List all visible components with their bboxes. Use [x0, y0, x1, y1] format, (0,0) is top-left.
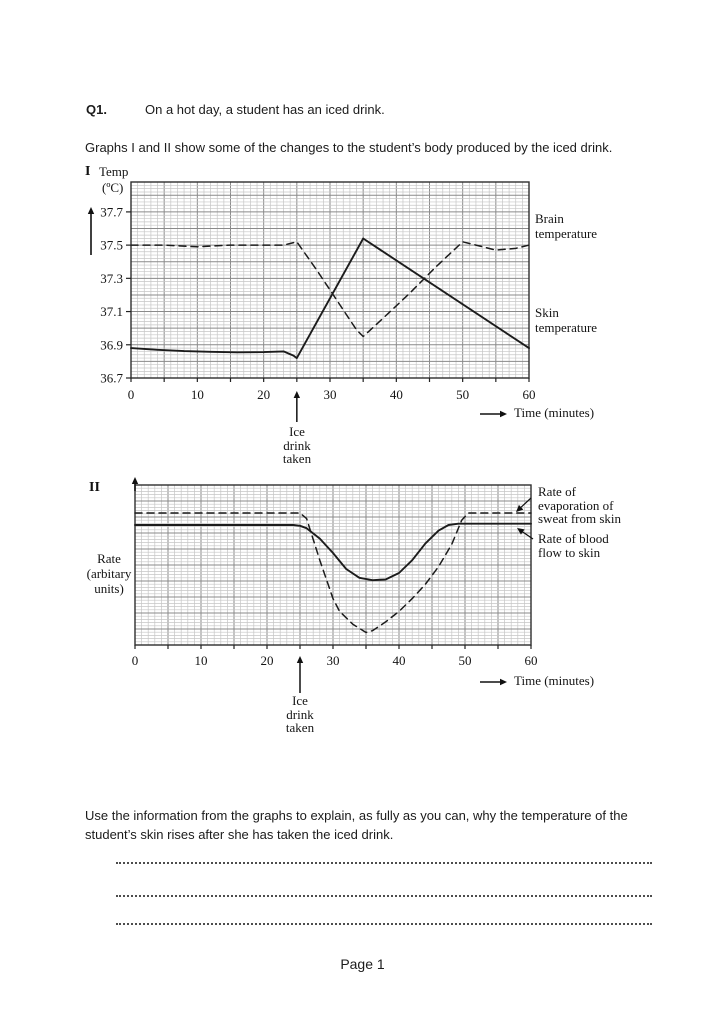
- legend-blood-line2: flow to skin: [538, 544, 601, 560]
- graph2-ice-line1: Ice: [292, 693, 308, 708]
- x-tick-label: 40: [392, 653, 406, 668]
- x-tick-label: 10: [190, 387, 204, 402]
- graph1-y-axis-title: [99, 164, 128, 196]
- legend-blood-line1: Rate of blood: [538, 531, 609, 546]
- question-text: On a hot day, a student has an iced drink.: [145, 102, 385, 117]
- time-axis-arrow: [480, 411, 507, 417]
- y-tick-label: 37.3: [100, 270, 123, 286]
- legend-evap-line2: evaporation of: [538, 497, 614, 513]
- graph1-x-axis-title: Time (minutes): [514, 405, 595, 420]
- ice-drink-arrow: [294, 391, 300, 422]
- answer-line: [116, 913, 652, 925]
- legend-brain-line2: temperature: [535, 226, 598, 241]
- page-number: Page 1: [340, 956, 385, 972]
- legend-sweat-evaporation: [538, 485, 621, 526]
- y-tick-label: 36.9: [100, 337, 123, 353]
- time-axis-arrow: [480, 679, 507, 685]
- x-tick-label: 50: [456, 387, 470, 402]
- x-tick-label: 30: [323, 387, 337, 402]
- legend-brain-temperature: [535, 211, 597, 241]
- intro-text: Graphs I and II show some of the changes to the student’s body produced by the iced drink.: [85, 140, 613, 155]
- graph2-y-title-line1: Rate: [97, 551, 121, 566]
- graph2-ice-line2: drink: [286, 706, 314, 722]
- x-tick-label: 30: [326, 653, 340, 668]
- x-tick-label: 20: [260, 653, 274, 668]
- answer-line: [116, 852, 652, 864]
- y-tick-label: 37.5: [100, 237, 123, 253]
- x-tick-label: 20: [257, 387, 271, 402]
- graph2-y-title-line2: (arbitary: [86, 566, 132, 581]
- graph2-x-axis-title: Time (minutes): [514, 673, 595, 688]
- graph1-ice-line1: Ice: [289, 424, 305, 439]
- answer-line: [116, 885, 652, 897]
- graph1-ice-line3: taken: [282, 451, 312, 466]
- y-tick-label: 36.7: [100, 370, 123, 386]
- y-tick-label: 37.1: [100, 304, 123, 320]
- x-tick-label: 10: [194, 653, 208, 668]
- question-number: Q1.: [86, 102, 107, 117]
- y-axis-arrow: [132, 477, 138, 491]
- x-tick-label: 60: [524, 653, 538, 668]
- ice-drink-arrow: [297, 656, 303, 693]
- graph1-ice-annotation: [266, 425, 328, 466]
- graph1-y-axis-title-line1: Temp: [99, 164, 129, 179]
- prompt-line1: Use the information from the graphs to explain, as fully as you can, why the temperature of the: [85, 808, 628, 823]
- legend-skin-line1: Skin: [535, 305, 559, 320]
- x-tick-label: 60: [522, 387, 536, 402]
- graph-i-grid: [131, 182, 529, 378]
- x-tick-label: 50: [458, 653, 472, 668]
- graph2-roman-numeral: II: [89, 480, 100, 495]
- graph2-ice-line3: taken: [285, 720, 315, 735]
- prompt-line2: student’s skin rises after she has taken the iced drink.: [85, 827, 394, 842]
- graph-i-ticks: [100, 204, 535, 402]
- graph-ii-ticks: [132, 645, 538, 668]
- graph1-y-axis-title-line2: (ºC): [102, 180, 124, 195]
- legend-brain-line1: Brain: [535, 211, 564, 226]
- x-tick-label: 0: [127, 387, 135, 402]
- graph1-ice-line2: drink: [283, 437, 311, 453]
- legend-evap-line3: sweat from skin: [538, 511, 622, 526]
- graph-ii-grid: [135, 485, 531, 645]
- legend-evap-line1: Rate of: [538, 484, 576, 499]
- legend-skin-temperature: [535, 305, 597, 335]
- x-tick-label: 0: [131, 653, 139, 668]
- graph1-roman-numeral: I: [85, 164, 91, 179]
- x-tick-label: 40: [389, 387, 403, 402]
- graph2-ice-annotation: [269, 694, 331, 735]
- y-increase-arrow: [88, 207, 94, 255]
- graph2-y-title-line3: units): [94, 581, 124, 596]
- y-tick-label: 37.7: [100, 204, 123, 220]
- graph2-y-axis-title: [80, 551, 138, 596]
- legend-skin-line2: temperature: [535, 320, 598, 335]
- question-prompt: [85, 806, 675, 844]
- legend-pointer-arrow-0: [516, 498, 531, 512]
- legend-blood-flow: [538, 532, 609, 559]
